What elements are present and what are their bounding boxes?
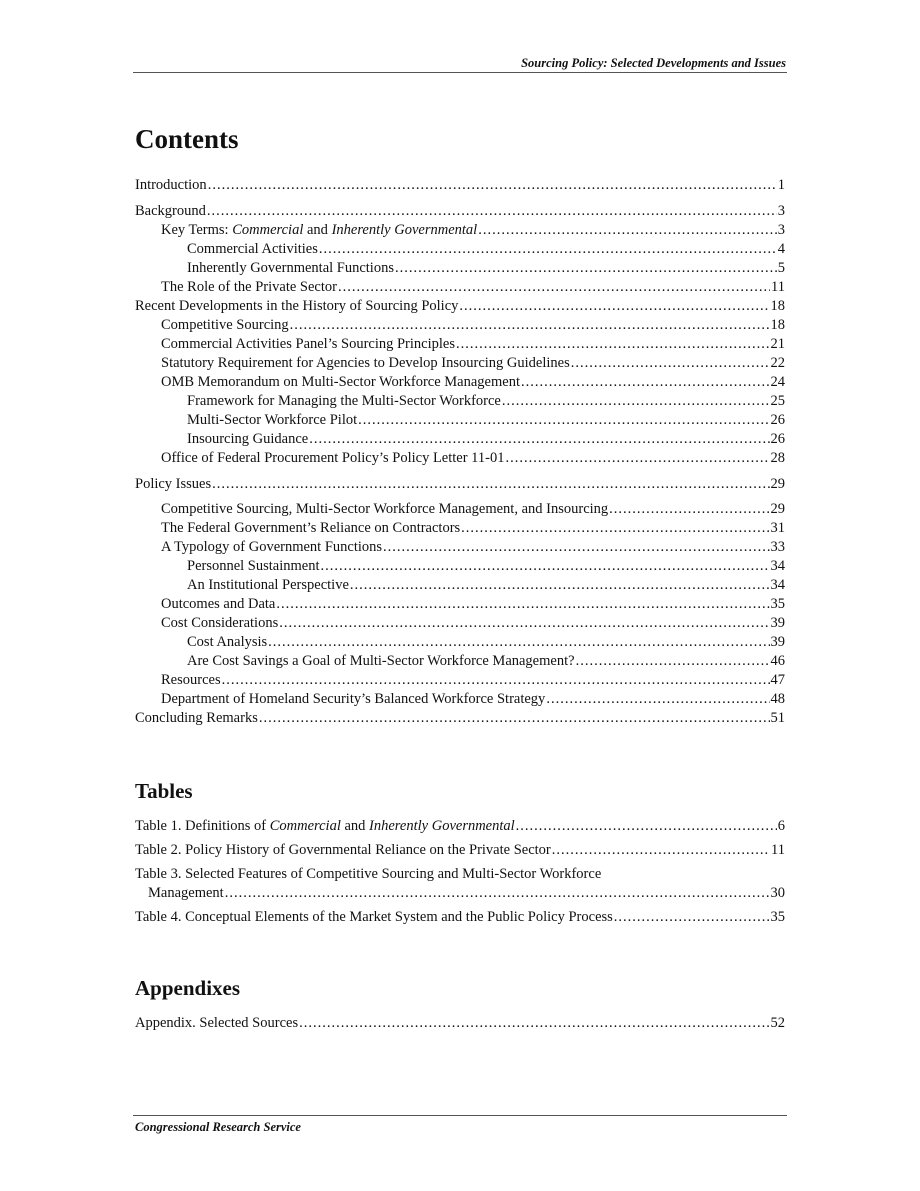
toc-label: Department of Homeland Security’s Balanced Workforce Strategy — [161, 691, 546, 707]
toc-entry-competitive-sourcing[interactable] — [135, 317, 785, 336]
toc-label: Commercial Activities — [187, 241, 318, 257]
toc-page-number: 39 — [770, 634, 785, 650]
contents-heading: Contents — [135, 124, 239, 154]
toc-page-number: 51 — [770, 710, 785, 726]
toc-label: Commercial Activities Panel’s Sourcing Principles — [161, 336, 455, 352]
toc-page-number: 33 — [770, 539, 785, 555]
dot-leader — [552, 842, 770, 859]
toc-entry-insourcing-guidance[interactable] — [135, 431, 785, 450]
toc-label: Resources — [161, 672, 221, 688]
toc-entry-cost-savings-goal[interactable] — [135, 653, 785, 672]
toc-label: Recent Developments in the History of Sourcing Policy — [135, 298, 459, 314]
dot-leader — [478, 222, 777, 239]
toc-entry-introduction[interactable] — [135, 177, 785, 196]
table-entry-row — [135, 885, 785, 904]
toc-entry-cost-analysis[interactable] — [135, 634, 785, 653]
toc-label: OMB Memorandum on Multi-Sector Workforce Management — [161, 374, 520, 390]
toc-page-number: 6 — [777, 818, 785, 834]
toc-page-number: 24 — [770, 374, 785, 390]
tables-list — [135, 818, 785, 928]
appendixes-heading: Appendixes — [135, 976, 241, 1000]
footer-text: Congressional Research Service — [135, 1120, 301, 1134]
toc-label: Insourcing Guidance — [187, 431, 309, 447]
toc-page-number: 30 — [770, 885, 785, 901]
toc-page-number: 34 — [770, 577, 785, 593]
toc-entry-workforce-pilot[interactable] — [135, 412, 785, 431]
toc-label: Table 2. Policy History of Governmental Reliance on the Private Sector — [135, 842, 551, 858]
toc-label: The Role of the Private Sector — [161, 279, 337, 295]
toc-page-number: 31 — [770, 520, 785, 536]
toc-label: Multi-Sector Workforce Pilot — [187, 412, 358, 428]
toc-label: Inherently Governmental Functions — [187, 260, 394, 276]
toc-page-number: 26 — [770, 431, 785, 447]
toc-page-number: 28 — [770, 450, 785, 466]
toc-page-number: 48 — [770, 691, 785, 707]
toc-page-number: 22 — [770, 355, 785, 371]
table-entry-3[interactable] — [135, 866, 785, 904]
toc-entry-institutional-perspective[interactable] — [135, 577, 785, 596]
toc-label-line-2: Management — [148, 885, 224, 901]
toc-page-number: 11 — [771, 842, 785, 858]
toc-entry-cost-considerations[interactable] — [135, 615, 785, 634]
toc-entry-competitive-sourcing-msw[interactable] — [135, 501, 785, 520]
toc-page-number: 18 — [770, 298, 785, 314]
toc-entry-framework[interactable] — [135, 393, 785, 412]
toc-entry-omb-memorandum[interactable] — [135, 374, 785, 393]
toc-entry-background[interactable] — [135, 203, 785, 222]
dot-leader — [576, 653, 770, 670]
toc-label: Concluding Remarks — [135, 710, 258, 726]
toc-page-number: 39 — [770, 615, 785, 631]
toc-page-number: 21 — [770, 336, 785, 352]
toc-label-text: and — [340, 818, 370, 834]
dot-leader — [459, 298, 769, 315]
toc-entry-key-terms[interactable] — [135, 222, 785, 241]
toc-entry-resources[interactable] — [135, 672, 785, 691]
toc-label: Are Cost Savings a Goal of Multi-Sector Workforce Management? — [187, 653, 575, 669]
dot-leader — [268, 634, 769, 651]
dot-leader — [212, 476, 769, 493]
toc-page-number: 11 — [771, 279, 785, 295]
toc-label-italic: Commercial — [232, 222, 304, 238]
dot-leader — [614, 909, 770, 926]
toc-label: Framework for Managing the Multi-Sector Workforce — [187, 393, 501, 409]
toc-entry-personnel-sustainment[interactable] — [135, 558, 785, 577]
table-entry-row — [135, 909, 785, 928]
dot-leader — [546, 691, 769, 708]
toc-label: Competitive Sourcing, Multi-Sector Workforce Management, and Insourcing — [161, 501, 609, 517]
dot-leader — [358, 412, 769, 429]
toc-entry-outcomes-and-data[interactable] — [135, 596, 785, 615]
dot-leader — [338, 279, 770, 296]
toc-label-text: Key Terms: — [161, 222, 233, 238]
toc-page-number: 52 — [770, 1015, 785, 1031]
toc-label: Competitive Sourcing — [161, 317, 289, 333]
toc-page-number: 34 — [770, 558, 785, 574]
table-entry-row — [135, 818, 785, 837]
dot-leader — [225, 885, 770, 902]
dot-leader — [383, 539, 769, 556]
toc-label: A Typology of Government Functions — [161, 539, 383, 555]
dot-leader — [207, 203, 777, 220]
toc-label-italic: Inherently Governmental — [331, 222, 478, 238]
dot-leader — [299, 1015, 769, 1032]
toc-label-italic: Inherently Governmental — [369, 818, 515, 834]
toc-entry-policy-issues[interactable] — [135, 476, 785, 495]
toc-label: Table 4. Conceptual Elements of the Market System and the Public Policy Process — [135, 909, 613, 925]
toc-entry-sourcing-principles[interactable] — [135, 336, 785, 355]
toc-entry-dhs-balanced-workforce[interactable] — [135, 691, 785, 710]
dot-leader — [350, 577, 770, 594]
dot-leader — [609, 501, 769, 518]
tables-heading: Tables — [135, 779, 193, 803]
toc-label: An Institutional Perspective — [187, 577, 349, 593]
dot-leader — [456, 336, 770, 353]
toc-page-number: 18 — [770, 317, 785, 333]
toc-page-number: 35 — [770, 596, 785, 612]
toc-label — [161, 222, 477, 239]
toc-entry-reliance-on-contractors[interactable] — [135, 520, 785, 539]
footer-rule — [133, 1115, 787, 1116]
toc-page-number: 3 — [777, 222, 785, 238]
toc-page-number: 46 — [770, 653, 785, 669]
toc-page-number: 26 — [770, 412, 785, 428]
toc-label: Statutory Requirement for Agencies to Develop Insourcing Guidelines — [161, 355, 570, 371]
toc-label: Introduction — [135, 177, 207, 193]
appendix-list — [135, 1015, 785, 1034]
toc-label — [135, 818, 515, 835]
header-rule — [133, 72, 787, 73]
toc-entry-typology[interactable] — [135, 539, 785, 558]
toc-page-number: 1 — [777, 177, 785, 193]
toc-page-number: 4 — [777, 241, 785, 257]
dot-leader — [502, 393, 770, 410]
toc-label: Policy Issues — [135, 476, 212, 492]
table-entry-row — [135, 842, 785, 861]
dot-leader — [461, 520, 769, 537]
toc-entry-ofpp-policy-letter[interactable] — [135, 450, 785, 469]
dot-leader — [290, 317, 770, 334]
dot-leader — [208, 177, 777, 194]
dot-leader — [279, 615, 769, 632]
dot-leader — [395, 260, 777, 277]
toc-entry-commercial-activities[interactable] — [135, 241, 785, 260]
toc-page-number: 47 — [770, 672, 785, 688]
dot-leader — [571, 355, 770, 372]
contents-list — [135, 177, 785, 729]
toc-page-number: 5 — [777, 260, 785, 276]
toc-page-number: 35 — [770, 909, 785, 925]
table-entry-2[interactable] — [135, 842, 785, 861]
toc-page-number: 29 — [770, 501, 785, 517]
toc-page-number: 3 — [777, 203, 785, 219]
dot-leader — [505, 450, 769, 467]
table-entry-4[interactable] — [135, 909, 785, 928]
dot-leader — [276, 596, 769, 613]
toc-page-number: 29 — [770, 476, 785, 492]
toc-label-italic: Commercial — [269, 818, 341, 834]
dot-leader — [516, 818, 777, 835]
toc-entry-concluding-remarks[interactable] — [135, 710, 785, 729]
dot-leader — [259, 710, 770, 727]
toc-label: Outcomes and Data — [161, 596, 276, 612]
appendix-entry-selected-sources[interactable] — [135, 1015, 785, 1034]
running-header: Sourcing Policy: Selected Developments and Issues — [521, 56, 786, 70]
toc-entry-role-of-private-sector[interactable] — [135, 279, 785, 298]
toc-label: Office of Federal Procurement Policy’s Policy Letter 11-01 — [161, 450, 505, 466]
dot-leader — [309, 431, 769, 448]
toc-label-line-1: Table 3. Selected Features of Competitive Sourcing and Multi-Sector Workforce — [135, 866, 602, 882]
toc-page-number: 25 — [770, 393, 785, 409]
dot-leader — [321, 558, 770, 575]
toc-label-text: and — [303, 222, 332, 238]
toc-label: The Federal Government’s Reliance on Contractors — [161, 520, 461, 536]
toc-entry-inherently-governmental-functions[interactable] — [135, 260, 785, 279]
toc-entry-recent-developments[interactable] — [135, 298, 785, 317]
toc-label: Cost Considerations — [161, 615, 279, 631]
dot-leader — [319, 241, 777, 258]
toc-label: Appendix. Selected Sources — [135, 1015, 299, 1031]
dot-leader — [521, 374, 770, 391]
toc-label: Cost Analysis — [187, 634, 268, 650]
toc-label-text: Table 1. Definitions of — [135, 818, 270, 834]
toc-entry-statutory-requirement[interactable] — [135, 355, 785, 374]
dot-leader — [222, 672, 770, 689]
toc-label: Personnel Sustainment — [187, 558, 320, 574]
table-entry-1[interactable] — [135, 818, 785, 837]
toc-label: Background — [135, 203, 206, 219]
